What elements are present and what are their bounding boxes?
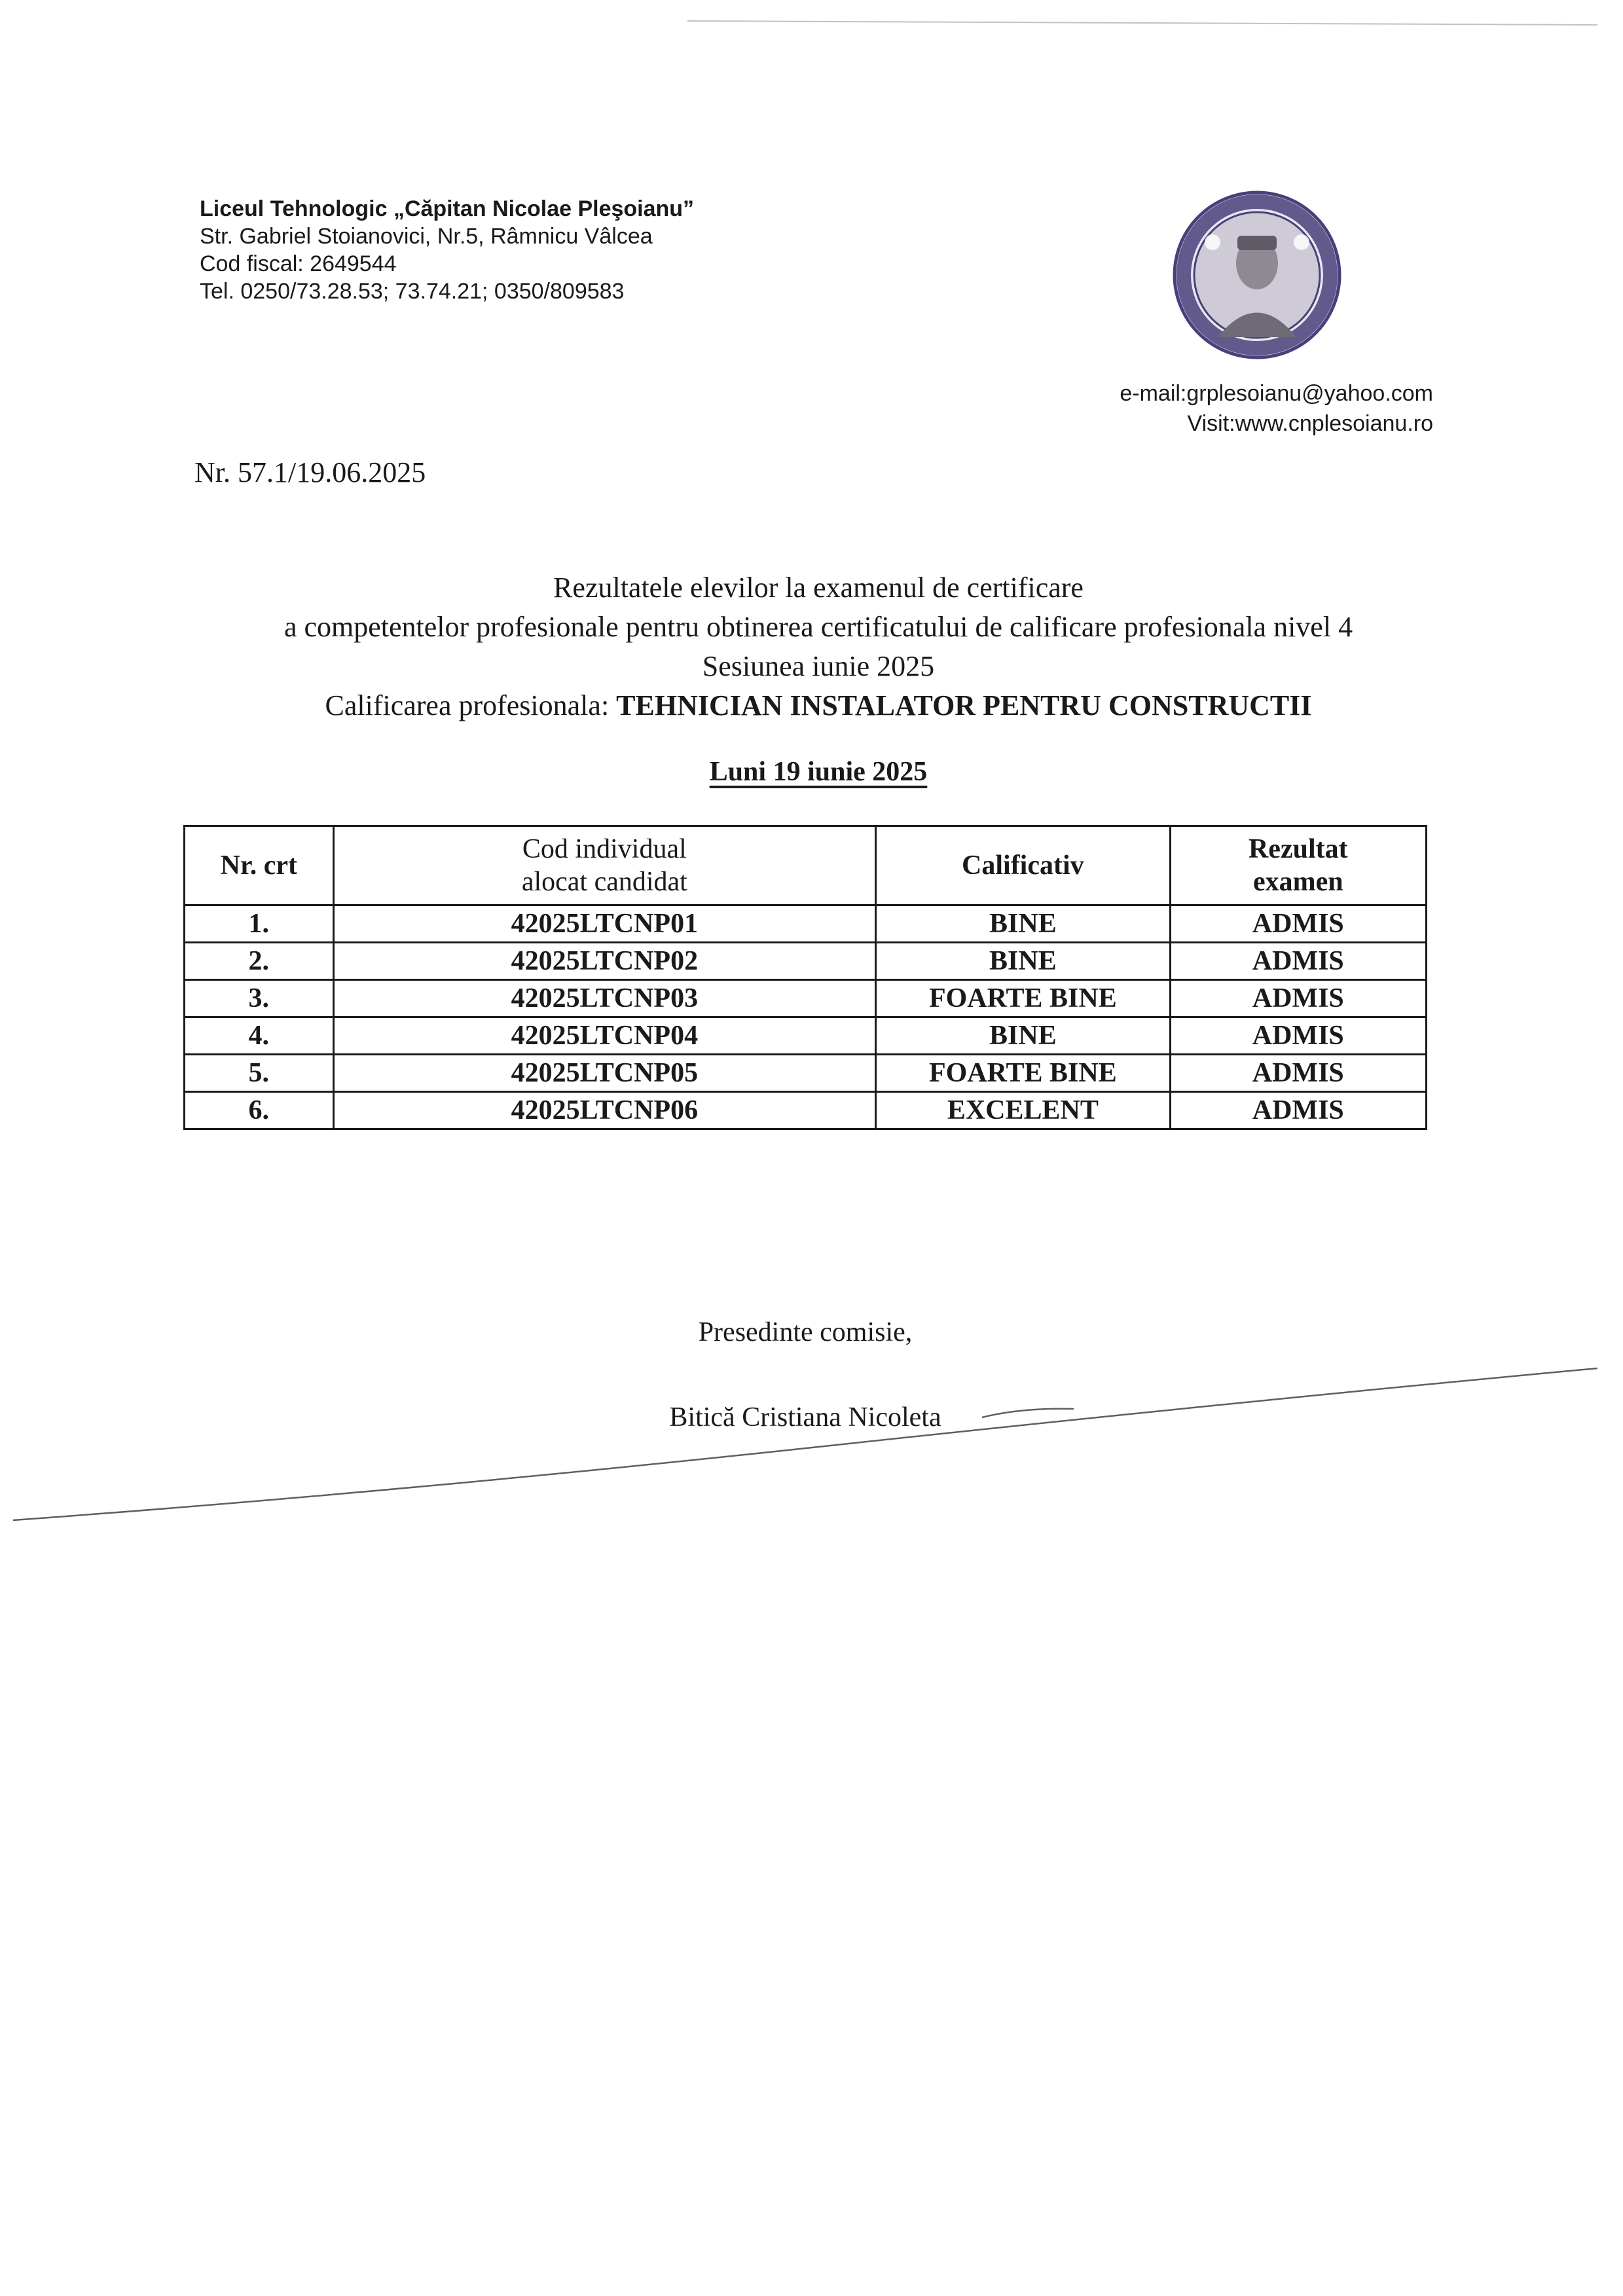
row-nr: 5.: [185, 1055, 334, 1092]
school-name: Liceul Tehnologic „Căpitan Nicolae Pleşoianu”: [200, 196, 695, 221]
row-nr: 6.: [185, 1092, 334, 1129]
document-title: [164, 568, 1473, 725]
school-address: Str. Gabriel Stoianovici, Nr.5, Râmnicu Vâlcea: [200, 224, 653, 249]
row-result: ADMIS: [1170, 1092, 1426, 1129]
header-result-line-1: Rezultat: [1248, 834, 1348, 864]
session-line: Sesiunea iunie 2025: [702, 650, 935, 682]
header-code: [333, 826, 876, 905]
table-row: [185, 980, 1427, 1017]
table-row: [185, 1092, 1427, 1129]
row-code: 42025LTCNP05: [333, 1055, 876, 1092]
header-result: [1170, 826, 1426, 905]
row-grade: EXCELENT: [876, 1092, 1170, 1129]
table-header-row: [185, 826, 1427, 905]
row-result: ADMIS: [1170, 1055, 1426, 1092]
row-code: 42025LTCNP02: [333, 943, 876, 980]
signature-role: Presedinte comisie,: [698, 1317, 913, 1347]
row-grade: BINE: [876, 943, 1170, 980]
header-result-line-2: examen: [1252, 867, 1343, 897]
row-grade: BINE: [876, 905, 1170, 943]
qualification-name: TEHNICIAN INSTALATOR PENTRU CONSTRUCTII: [616, 689, 1312, 721]
qualification-label: Calificarea profesionala:: [325, 689, 610, 721]
website-address: Visit:www.cnplesoianu.ro: [1187, 411, 1433, 436]
title-line-2: a competentelor profesionale pentru obtinerea certificatului de calificare profesionala nivel 4: [283, 611, 1353, 643]
row-nr: 3.: [185, 980, 334, 1017]
table-row: [185, 905, 1427, 943]
row-grade: BINE: [876, 1017, 1170, 1055]
signature-name: Bitică Cristiana Nicoleta: [669, 1402, 941, 1432]
row-code: 42025LTCNP04: [333, 1017, 876, 1055]
row-code: 42025LTCNP03: [333, 980, 876, 1017]
school-seal-logo: [1172, 190, 1342, 360]
phone-numbers: Tel. 0250/73.28.53; 73.74.21; 0350/809583: [200, 279, 625, 304]
school-header: [200, 195, 789, 305]
qualification-line: [164, 686, 1473, 725]
document-number: Nr. 57.1/19.06.2025: [194, 456, 426, 488]
fiscal-code: Cod fiscal: 2649544: [200, 251, 397, 276]
header-nr: Nr. crt: [185, 826, 334, 905]
email-address: e-mail:grplesoianu@yahoo.com: [1120, 381, 1433, 406]
row-result: ADMIS: [1170, 980, 1426, 1017]
row-nr: 4.: [185, 1017, 334, 1055]
row-code: 42025LTCNP06: [333, 1092, 876, 1129]
row-grade: FOARTE BINE: [876, 980, 1170, 1017]
row-result: ADMIS: [1170, 905, 1426, 943]
header-grade: Calificativ: [876, 826, 1170, 905]
row-result: ADMIS: [1170, 1017, 1426, 1055]
row-nr: 2.: [185, 943, 334, 980]
contact-info: [1120, 378, 1433, 439]
exam-date: Luni 19 iunie 2025: [709, 757, 928, 787]
table-row: [185, 943, 1427, 980]
results-table: [183, 825, 1427, 1130]
header-code-line-2: alocat candidat: [521, 867, 687, 897]
table-row: [185, 1055, 1427, 1092]
table-row: [185, 1017, 1427, 1055]
row-nr: 1.: [185, 905, 334, 943]
signature-block: [576, 1313, 1034, 1437]
row-result: ADMIS: [1170, 943, 1426, 980]
row-code: 42025LTCNP01: [333, 905, 876, 943]
row-grade: FOARTE BINE: [876, 1055, 1170, 1092]
title-line-1: Rezultatele elevilor la examenul de certificare: [553, 572, 1084, 604]
header-code-line-1: Cod individual: [522, 834, 687, 864]
